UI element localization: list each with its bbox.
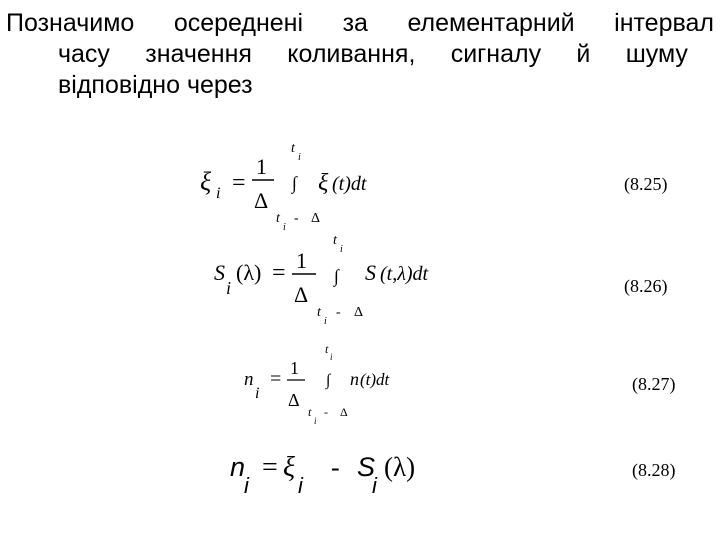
equation-number: (8.26): [624, 276, 668, 296]
minus: -: [331, 453, 340, 482]
eq-equals: =: [232, 170, 246, 196]
term2: S: [357, 452, 376, 482]
lower-limit-minus: -: [324, 405, 328, 419]
upper-limit: t: [325, 342, 329, 356]
upper-limit: t: [291, 141, 295, 156]
integrand-args: (t)dt: [332, 173, 367, 195]
eq-lhs-sub: i: [255, 385, 260, 402]
upper-limit-sub: i: [340, 244, 343, 255]
integral-sign: ∫: [326, 372, 331, 389]
eq-equals: =: [270, 368, 282, 390]
word: коливання,: [287, 40, 416, 68]
term2-sub: i: [372, 473, 377, 498]
lower-limit-sub: i: [324, 316, 327, 327]
eq-lhs-args: (λ): [236, 260, 262, 285]
equation-number: (8.28): [632, 460, 676, 480]
integral-sign: ∫: [334, 266, 339, 286]
integrand: S: [365, 260, 376, 285]
word: й: [576, 40, 591, 68]
lower-limit-delta: Δ: [311, 211, 321, 226]
term1: ξ: [283, 452, 295, 483]
word: сигналу: [450, 40, 542, 68]
lower-limit-minus: -: [336, 305, 341, 320]
eq-equals: =: [262, 452, 278, 483]
eq-lhs: ξ: [200, 167, 212, 196]
integrand: n: [350, 369, 359, 389]
term2-args: (λ): [384, 452, 416, 482]
eq-lhs: S: [214, 260, 225, 285]
eq-lhs: n: [230, 452, 246, 482]
integrand-args: (t)dt: [360, 370, 390, 389]
word: значення: [145, 40, 252, 68]
eq-numerator: 1: [290, 358, 299, 378]
lower-limit-delta: Δ: [340, 405, 348, 419]
lower-limit-sub: i: [314, 416, 317, 426]
word: шуму: [625, 40, 688, 68]
lower-limit-delta: Δ: [354, 305, 364, 320]
equation-number: (8.27): [632, 374, 676, 394]
eq-denominator: Δ: [294, 282, 309, 307]
term1-sub: i: [298, 473, 303, 498]
eq-lhs-sub: i: [216, 185, 221, 202]
integrand: ξ: [318, 170, 329, 196]
word: осереднені: [173, 9, 304, 37]
word: за: [342, 9, 368, 37]
integrand-args: (t,λ)dt: [380, 263, 429, 285]
lower-limit: t: [276, 211, 280, 226]
lower-limit-minus: -: [294, 211, 299, 226]
eq-numerator: 1: [256, 154, 267, 179]
eq-denominator: Δ: [254, 188, 269, 213]
lower-limit: t: [317, 305, 321, 320]
eq-equals: =: [272, 260, 286, 286]
upper-limit-sub: i: [298, 152, 301, 163]
paragraph-line-3: відповідно через: [58, 71, 253, 99]
upper-limit: t: [333, 233, 337, 248]
integral-sign: ∫: [292, 173, 297, 193]
eq-numerator: 1: [296, 248, 307, 273]
eq-lhs-sub: i: [226, 278, 232, 298]
word: інтервал: [614, 9, 714, 37]
eq-lhs: n: [244, 369, 254, 390]
word: Позначимо: [6, 9, 135, 37]
eq-lhs-sub: i: [244, 473, 249, 498]
lower-limit: t: [308, 405, 312, 419]
word: елементарний: [407, 9, 575, 37]
upper-limit-sub: i: [330, 352, 333, 362]
word: часу: [58, 40, 110, 68]
lower-limit-sub: i: [283, 222, 286, 233]
eq-denominator: Δ: [288, 390, 300, 410]
equation-number: (8.25): [624, 174, 668, 194]
